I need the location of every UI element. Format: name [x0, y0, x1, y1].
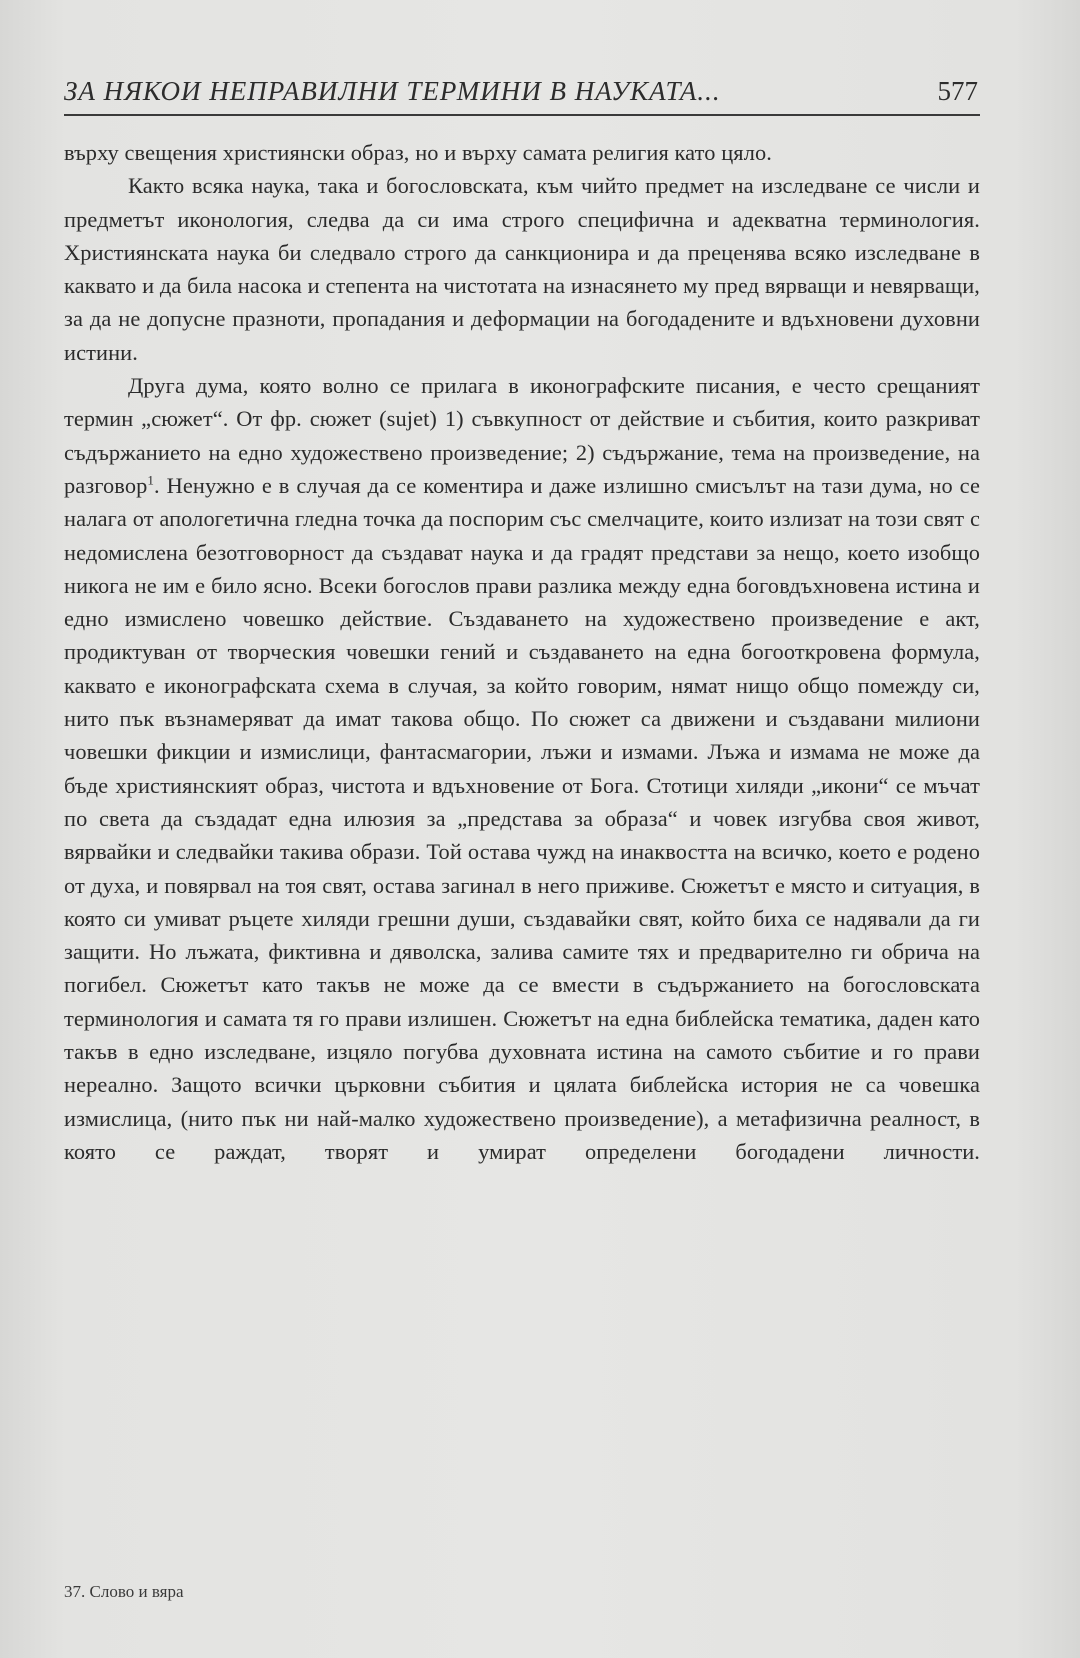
paragraph-terminology: [64, 169, 980, 369]
signature-mark: 37. Слово и вяра: [64, 1582, 184, 1601]
running-title: ЗА НЯКОИ НЕПРАВИЛНИ ТЕРМИНИ В НАУКАТА...: [64, 76, 721, 106]
paragraph-text-before-note: Друга дума, която волно се прилага в иконографските писания, е често срещаният термин „сюжет“. От фр. сюжет (sujet) 1) съвкупност от действие и събития, които разкриват съдържанието на едно художествено произведение; 2) съдържание, тема на произведение, на разговор: [64, 373, 980, 498]
body-text: [64, 136, 980, 1168]
paragraph-text: върху свещения християнски образ, но и върху самата религия като цяло.: [64, 140, 772, 165]
paragraph-text: Както всяка наука, така и богословската, към чийто предмет на изследване се числи и предметът иконология, следва да си има строго специфична и адекватна терминология. Християнската наука би следвало строго да санкционира и да преценява всяко изследване в каквато и да била насока и степента на чистотата на изнасянето му пред вярващи и невярващи, за да не допусне празноти, пропадания и деформации на богодадените и вдъхновени духовни истини.: [64, 173, 980, 365]
running-header: [64, 70, 980, 116]
page-number: 577: [937, 76, 978, 106]
paragraph-syuzhet: [64, 369, 980, 1168]
footnote-marker: 1: [147, 472, 155, 488]
paragraph-text-after-note: . Ненужно е в случая да се коментира и даже излишно смисълът на тази дума, но се налага от апологетична гледна точка да поспорим със смелчаците, които излизат на този свят с недомислена безотговорност да създават наука и да градят представи за нещо, което изобщо никога не им е било ясно. Всеки богослов прави разлика между една боговдъхновена истина и едно измислено човешко действие. Създаването на художествено произведение е акт, продиктуван от творческия човешки гений и създаването на една богооткровена формула, каквато е иконографската схема в случая, за който говорим, нямат нищо общо помежду си, нито пък възнамеряват да имат такова общо. По сюжет са движени и създавани милиони човешки фикции и измислици, фантасмагории, лъжи и измами. Лъжа и измама не може да бъде християнският образ, чистота и вдъхновение от Бога. Стотици хиляди „икони“ се мъчат по света да създадат една илюзия за „представа за образа“ и човек изгубва своя живот, вярвайки и следвайки такива образи. Той остава чужд на инаквостта на всичко, което е родено от духа, и повярвал на тоя свят, остава загинал в него приживе. Сюжетът е място и ситуация, в която си умиват ръцете хиляди грешни души, създавайки свят, който биха се надявали да ги защити. Но лъжата, фиктивна и дяволска, залива самите тях и предварително ги обрича на погибел. Сюжетът като такъв не може да се вмести в съдържанието на богословската терминология и самата тя го прави излишен. Сюжетът на една библейска тематика, даден като такъв в едно изследване, изцяло погубва духовната истина на самото събитие и го прави нереално. Защото всички църковни събития и цялата библейска история не са човешка измислица, (нито пък ни най-малко художествено произведение), а метафизична реалност, в която се раждат, творят и умират определени богодадени личности.: [64, 472, 980, 1164]
paragraph-continuation: [64, 136, 980, 169]
